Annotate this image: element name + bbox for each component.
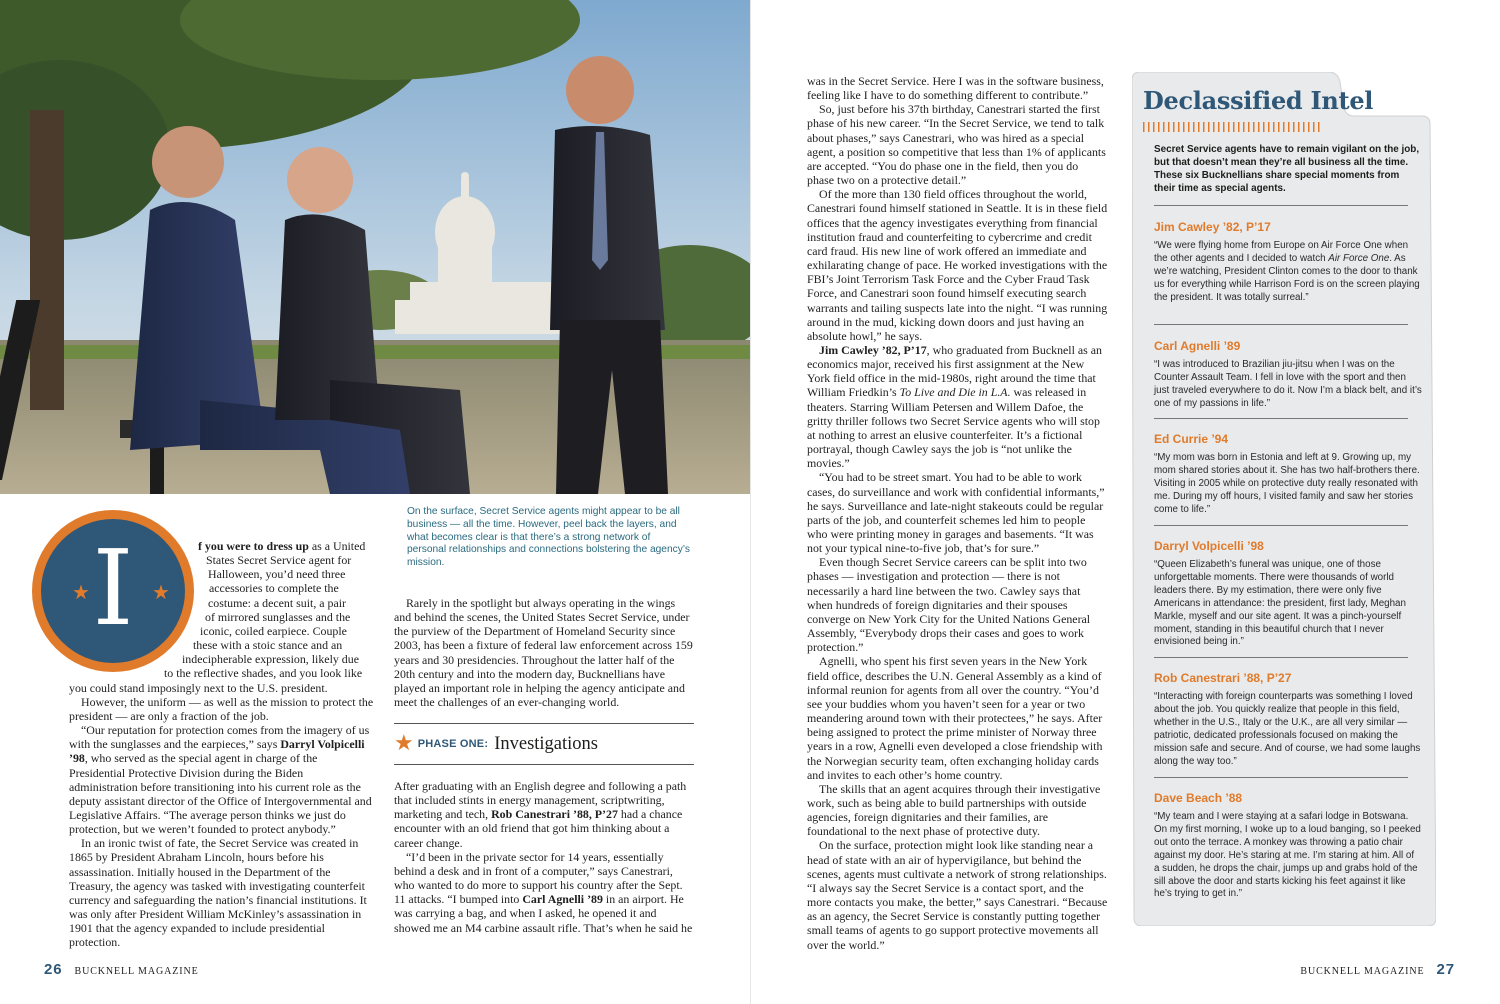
sidebar-entry-beach: [1154, 791, 1422, 901]
sidebar-entry-volpicelli: [1154, 539, 1422, 649]
agent-quote: “We were flying home from Europe on Air Force One when the other agents and I decided to watch Air Force One. As we’re watching, President Clinton comes to the door to thank us for everything while Harrison Ford is on the screen playing the president. It was totally surreal.”: [1154, 240, 1420, 303]
section-rule-top: [394, 723, 694, 724]
paragraph: In an ironic twist of fate, the Secret Service was created in 1865 by President Abraham Lincoln, hours before his assassination. Initially housed in the Department of the Treasury, the agency was tasked with investigating counterfeit currency and safeguarding the nation’s financial institutions. It was only after President William McKinley’s assassination in 1901 that the agency expanded to include presidential protection.: [69, 836, 367, 950]
star-icon: ★: [152, 582, 170, 604]
agent-name: Ed Currie ’94: [1154, 432, 1229, 446]
intro-line: as a United: [308, 539, 366, 553]
star-icon: ★: [72, 582, 90, 604]
star-icon: ★: [394, 731, 414, 756]
film-title: Air Force One: [1328, 252, 1390, 264]
agent-quote: “Queen Elizabeth’s funeral was unique, one of those unforgettable moments. There were thousands of world leaders there. By my estimation, there were only five Americans in attendance: the president, first lady, Meghan Markle, myself and our site agent. It was a pinch-yourself moment, standing in this beautiful church that I never envisioned being in.”: [1154, 559, 1406, 648]
intro-line: indecipherable expression, likely due: [182, 652, 359, 667]
paragraph: After graduating with an English degree and following a path that included stints in energy management, scriptwriting, marketing and tech, Rob Canestrari ’88, P’27 had a chance encounter with an old friend that got him thinking about a career change.: [394, 779, 687, 850]
section-kicker: PHASE ONE:: [417, 738, 489, 750]
sidebar-divider: [1154, 205, 1408, 206]
tick-rule: [1143, 122, 1323, 132]
intro-paragraph: [69, 539, 374, 695]
agent-quote: “Interacting with foreign counterparts was something I loved about the job. You quickly realize that people in this field, whether in the U.S., Italy or the U.K., are all very similar — patriotic, dedicated professionals focused on making the mission safe and secure. And of course, we had some laughs along the way too.”: [1154, 691, 1421, 767]
sidebar-title: Declassified Intel: [1143, 86, 1374, 115]
photo-image: [0, 0, 751, 494]
intro-line: to the reflective shades, and you look like: [164, 666, 363, 681]
paragraph: was in the Secret Service. Here I was in the software business, feeling like I have to do something different to contribute.”: [807, 74, 1104, 103]
paragraph: Agnelli, who spent his first seven years in the New York field office, describes the U.N. General Assembly as a kind of informal reunion for agents from all over the country. “You’d see your buddies whom you haven’t seen for a year or two meandering around town with their protectees,” he says. After being assigned to protect the prime minister of Norway three years in a row, Agnelli even developed a close friendship with the Norwegian security team, often exchanging holiday cards and invites to each other’s home country.: [807, 654, 1103, 782]
sidebar-intro: Secret Service agents have to remain vigilant on the job, but that doesn’t mean they’re all business all the time. These six Bucknellians share special moments from their time as special agents.: [1154, 144, 1420, 194]
section-title: Investigations: [494, 733, 598, 754]
intro-line: States Secret Service agent for: [206, 553, 352, 568]
intro-line: of mirrored sunglasses and the: [205, 609, 351, 624]
sidebar-divider: [1154, 657, 1408, 658]
page-number-left: 26: [44, 961, 63, 978]
article-column-2: [394, 596, 694, 709]
agent-name: Carl Agnelli ’89: [1154, 339, 1241, 353]
article-column-2-continued: [394, 779, 694, 935]
sidebar-entry-cawley: [1154, 220, 1422, 305]
sidebar-entry-currie: [1154, 432, 1422, 517]
paragraph: “I’d been in the private sector for 14 years, essentially behind a desk and in front of a computer,” says Canestrari, who wanted to do more to support his country after the Sept. 11 attacks. “I bumped into Carl Agnelli ’89 in an airport. He was carrying a bag, and when I asked, he opened it and showed me an M4 carbine assault rifle. That’s when he said he: [394, 849, 693, 935]
film-title: To Live and Die in L.A.: [899, 385, 1011, 400]
intro-line: you could stand imposingly next to the U.S. president.: [69, 680, 328, 695]
agent-quote: “My mom was born in Estonia and left at 9. Growing up, my mom shared stories about it. She has two half-brothers there. Visiting in 2005 while on protective duty really resonated with me. During my off hours, I visited family and saw her stories come to life.”: [1154, 452, 1420, 515]
sidebar-divider: [1154, 324, 1408, 325]
photo-caption: On the surface, Secret Service agents might appear to be all business — all the time. However, peel back the layers, and what becomes clear is that there’s a strong network of personal relationships and connections bolstering the agency’s mission.: [407, 506, 690, 569]
intro-lead: f you were to dress up: [198, 539, 309, 553]
name-agnelli: Carl Agnelli ’89: [522, 892, 603, 907]
sidebar-content: [1132, 72, 1436, 926]
article-column-3: [807, 74, 1108, 952]
sidebar-entry-agnelli: [1154, 339, 1422, 411]
intro-line: accessories to complete the: [209, 581, 339, 596]
name-cawley: Jim Cawley ’82, P’17: [819, 342, 927, 357]
paragraph: Of the more than 130 field offices throughout the world, Canestrari found himself stationed in Seattle. It is in these field offices that the agency investigates everything from financial institution fraud and counterfeiting to cybercrime and credit card fraud. His new line of work offered an immediate and exhilarating change of pace. He worked investigations with the FBI’s Joint Terrorism Task Force and the Cyber Fraud Task Force, and Canestrari soon found himself executing search warrants and tailing suspects late into the night. “I was running around in the mud, kicking down doors and just having an absolute howl,” he says.: [807, 187, 1108, 343]
intro-line: costume: a decent suit, a pair: [208, 595, 347, 610]
article-column-1: [69, 539, 374, 950]
agent-name: Dave Beach ’88: [1154, 791, 1243, 805]
declassified-intel-sidebar: [1132, 72, 1436, 926]
name-volpicelli: Darryl Volpicelli ’98: [69, 737, 365, 766]
paragraph: The skills that an agent acquires through their investigative work, such as being able to build partnerships with outside agencies, foreign dignitaries and their families, are foundational to the next phase of protective duty.: [807, 781, 1101, 839]
sidebar-divider: [1154, 525, 1408, 526]
paragraph: Jim Cawley ’82, P’17, who graduated from Bucknell as an economics major, received his first assignment at the New York field office in the mid-1980s, right around the time that William Friedkin’s To Live and Die in L.A. was released in theaters. Starring William Petersen and Willem Dafoe, the gritty thriller follows two Secret Service agents who will stop at nothing to arrest an elusive counterfeiter. It’s a fictional portrayal, though Cawley says the job is “not unlike the movies.”: [807, 342, 1102, 471]
agent-name: Rob Canestrari ’88, P’27: [1154, 671, 1292, 685]
feature-photo: [0, 0, 751, 494]
paragraph: However, the uniform — as well as the mission to protect the president — are only a fraction of the job.: [69, 694, 374, 723]
paragraph: Rarely in the spotlight but always operating in the wings and behind the scenes, the United States Secret Service, under the purview of the Department of Homeland Security since 2003, has been a fixture of federal law enforcement across 159 years and 30 presidencies. Throughout the latter half of the 20th century and into the modern day, Bucknellians have played an important role in helping the agency anticipate and meet the challenges of an ever-changing world.: [394, 596, 693, 710]
folio-left: [44, 961, 199, 978]
section-heading: [394, 732, 694, 756]
name-canestrari: Rob Canestrari ’88, P’27: [491, 807, 618, 822]
intro-line: iconic, coiled earpiece. Couple: [200, 623, 347, 638]
page-gutter: [750, 0, 751, 1004]
drop-cap-letter: I: [92, 527, 134, 649]
magazine-name-left: BUCKNELL MAGAZINE: [74, 966, 199, 977]
intro-line: these with a stoic stance and an: [193, 638, 343, 653]
paragraph: “Our reputation for protection comes from the imagery of us with the sunglasses and the earpieces,” says Darryl Volpicelli ’98, who served as the special agent in charge of the Presidential Protective Division during the Biden administration before transitioning into his current role as the deputy assistant director of the Office of Intergovernmental and Legislative Affairs. “The average person thinks we just do protection, but we weren’t founded to protect anybody.”: [69, 723, 372, 837]
section-rule-bottom: [394, 764, 694, 765]
agent-name: Darryl Volpicelli ’98: [1154, 539, 1264, 553]
paragraph: On the surface, protection might look like standing near a head of state with an air of hypervigilance, but behind the scenes, agents must cultivate a network of strong relationships. “I always say the Secret Service is a contact sport, and the more contacts you make, the better,” says Canestrari. “Because as an agency, the Secret Service is constantly putting together small teams of agents to go support protective movements all over the world.”: [807, 838, 1108, 952]
sidebar-divider: [1154, 777, 1408, 778]
page-number-right: 27: [1436, 961, 1455, 978]
sidebar-entry-canestrari: [1154, 671, 1422, 768]
agent-quote: “My team and I were staying at a safari lodge in Botswana. On my first morning, I woke up to a loud banging, so I peeked out onto the terrace. A monkey was throwing a patio chair against my door. He’s staring at me. I’m staring at him. All of a sudden, he drops the chair, jumps up and grabs hold of the sill above the door and starts kicking his feet against it like he’s trying to get in.”: [1154, 811, 1421, 900]
agent-quote: “I was introduced to Brazilian jiu-jitsu when I was on the Counter Assault Team. I fell in love with the sport and then just traveled everywhere to do it. Now I’m a black belt, and it’s one of my passions in life.”: [1154, 359, 1422, 409]
intro-line: Halloween, you’d need three: [208, 567, 346, 582]
magazine-name-right: BUCKNELL MAGAZINE: [1300, 966, 1425, 977]
paragraph: “You had to be street smart. You had to be able to work cases, do surveillance and work with confidential informants,” he says. Surveillance and late-night stakeouts could be regular parts of the job, and counterfeit schemes led him to people who were printing money in garages and basements. “It was not your typical nine-to-five job, that’s for sure.”: [807, 470, 1105, 556]
paragraph: Even though Secret Service careers can be split into two phases — investigation and protection — there is not necessarily a hard line between the two. Cawley says that when hundreds of foreign dignitaries and their spouses converge on New York City for the United Nations General Assembly, “Everybody drops their cases and goes to work protection.”: [807, 555, 1091, 655]
paragraph: So, just before his 37th birthday, Canestrari started the first phase of his new career. “In the Secret Service, we tend to talk about phases,” says Canestrari, who was hired as a special agent, a position so competitive that less than 1% of applicants are accepted. “You do phase one in the field, then you do phase two on a protective detail.”: [807, 102, 1106, 188]
sidebar-divider: [1154, 418, 1408, 419]
folio-right: [1300, 961, 1455, 978]
agent-name: Jim Cawley ’82, P’17: [1154, 220, 1271, 234]
